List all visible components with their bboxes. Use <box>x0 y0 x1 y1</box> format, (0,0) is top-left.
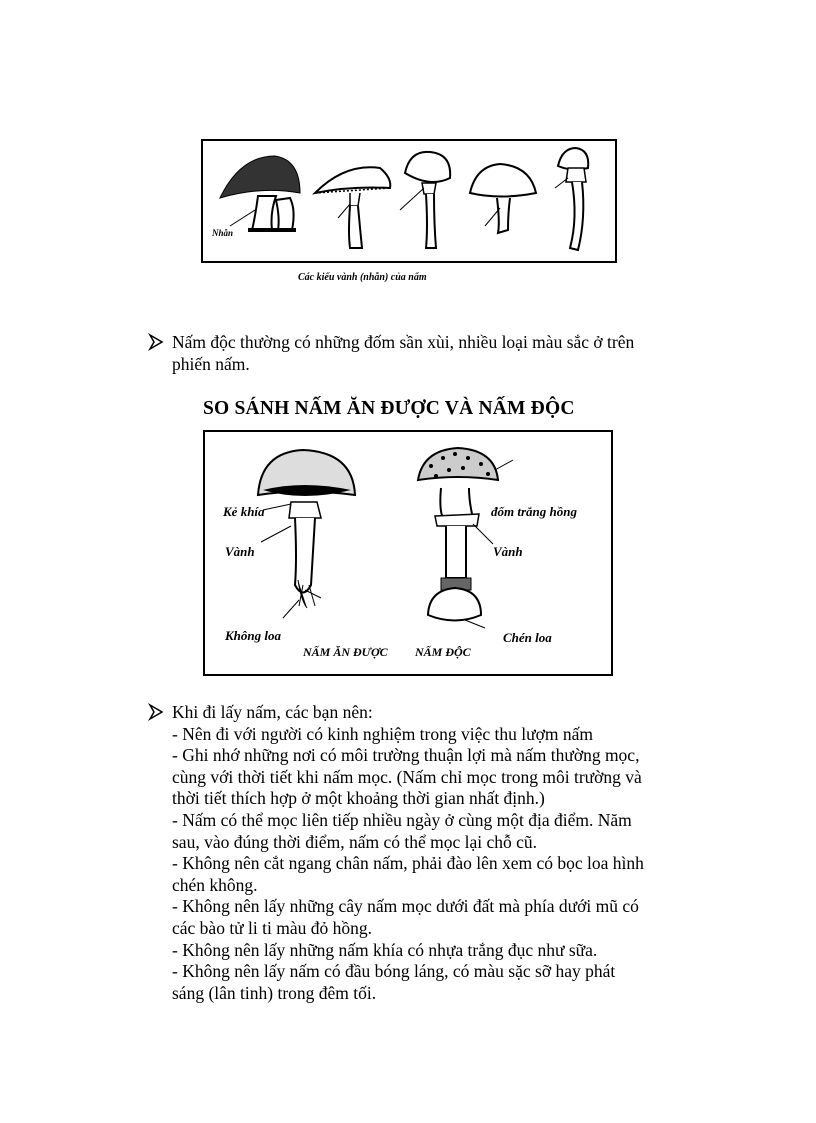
edible-mushroom-illustration <box>258 450 355 608</box>
label-chen-loa: Chén loa <box>503 630 552 645</box>
text-line: - Không nên lấy những nấm khía có nhựa trắng đục như sữa. <box>172 939 598 960</box>
mushroom-2-illustration <box>315 167 390 248</box>
text-line: - Ghi nhớ những nơi có môi trường thuận lợi mà nấm thường mọc, <box>172 745 640 766</box>
text-line: sau, vào đúng thời điểm, nấm có thể mọc lại chỗ cũ. <box>172 831 537 852</box>
text-line: - Không nên cắt ngang chân nấm, phải đào lên xem có bọc loa hình <box>172 853 644 874</box>
text-line: Nấm độc thường có những đốm sần xùi, nhiều loại màu sắc ở trên <box>172 332 635 352</box>
label-edible: NẤM ĂN ĐƯỢC <box>303 645 388 659</box>
mushroom-5-illustration <box>555 148 588 250</box>
label-vanh-right: Vành <box>493 544 523 559</box>
mushroom-3-illustration <box>400 152 450 248</box>
poison-mushroom-illustration <box>418 448 513 628</box>
mushroom-1-illustration <box>220 156 300 230</box>
figure2-title: SO SÁNH NẤM ĂN ĐƯỢC VÀ NẤM ĐỘC <box>203 398 575 419</box>
mushroom-4-illustration <box>470 164 536 233</box>
label-dom-trang-hong: đốm trắng hồng <box>491 504 577 519</box>
text-line: sáng (lân tinh) trong đêm tối. <box>172 982 377 1003</box>
figure1-caption: Các kiểu vành (nhẫn) của nấm <box>298 272 427 283</box>
text-line: chén không. <box>172 874 258 895</box>
figure-ring-types <box>200 138 618 288</box>
label-vanh-left: Vành <box>225 544 255 559</box>
label-ke-khia: Kẻ khía <box>223 504 265 519</box>
text-line: - Không nên lấy những cây nấm mọc dưới đất mà phía dưới mũ có <box>172 896 639 917</box>
bullet-poison-spots <box>148 332 708 375</box>
arrow-bullet-icon <box>148 332 164 352</box>
text-line: - Nấm có thể mọc liên tiếp nhiều ngày ở cùng một địa điểm. Năm <box>172 809 632 830</box>
text-line: phiến nấm. <box>172 353 250 374</box>
arrow-bullet-icon <box>148 702 164 722</box>
label-khong-loa: Không loa <box>225 628 281 643</box>
figure-comparison <box>203 430 613 678</box>
text-line: Khi đi lấy nấm, các bạn nên: <box>172 702 373 722</box>
label-poison: NẤM ĐỘC <box>415 645 471 659</box>
bullet-harvest-advice <box>148 702 708 1004</box>
text-line: thời tiết thích hợp ở một khoảng thời gian nhất định.) <box>172 788 545 809</box>
text-line: - Không nên lấy nấm có đầu bóng láng, có màu sặc sỡ hay phát <box>172 961 616 982</box>
text-line: cùng với thời tiết khi nấm mọc. (Nấm chỉ mọc trong môi trường và <box>172 766 642 787</box>
figure1-ring-label: Nhẫn <box>212 228 234 238</box>
text-line: các bào tử li ti màu đỏ hồng. <box>172 917 372 938</box>
text-line: - Nên đi với người có kinh nghiệm trong việc thu lượm nấm <box>172 723 593 744</box>
